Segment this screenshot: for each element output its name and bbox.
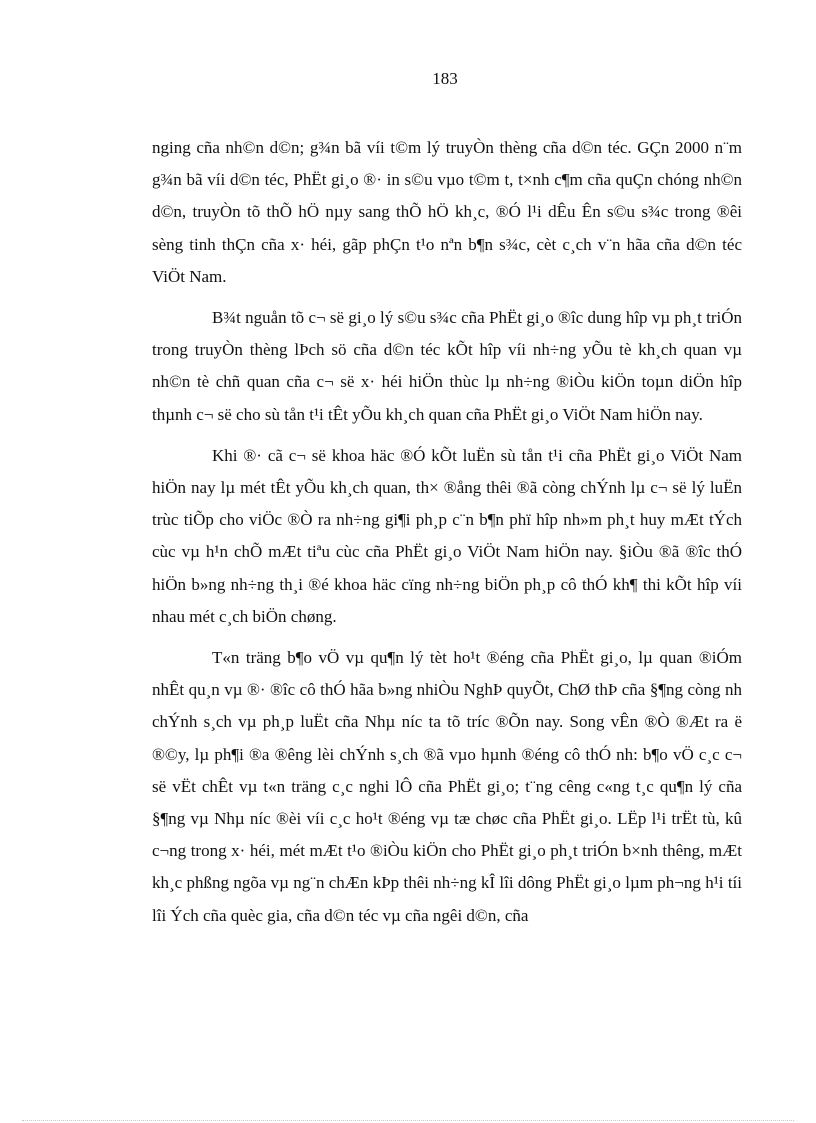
paragraph-4: T«n träng b¶o vÖ vµ qu¶n lý tèt ho¹t ®éng cña PhËt gi¸o, lµ quan ®iÓm nhÊt qu¸n vµ ®· ®îc cô thÓ hãa b»ng nhiÒu NghÞ quyÕt, ChØ thÞ cña §¶ng còng nh chÝnh s¸ch vµ ph¸p luËt cña Nhµ níc ta tõ tríc ®Õn nay. Song vÊn ®Ò ®Æt ra ë ®©y, lµ ph¶i ®a ®êng lèi chÝnh s¸ch ®ã vµo hµnh ®éng cô thÓ nh: b¶o vÖ c¸c c¬ së vËt chÊt vµ t«n träng c¸c nghi lÔ cña PhËt gi¸o; t¨ng cêng c«ng t¸c qu¶n lý cña §¶ng vµ Nhµ níc ®èi víi c¸c ho¹t ®éng vµ tæ chøc cña PhËt gi¸o. LËp l¹i trËt tù, kû c¬ng trong x· héi, mét mÆt t¹o ®iÒu kiÖn cho PhËt gi¸o ph¸t triÓn b×nh thêng, mÆt kh¸c phßng ngõa vµ ng¨n chÆn kÞp thêi nh÷ng kÎ lîi dông PhËt gi¸o lµm ph¬ng h¹i tíi lîi Ých cña quèc gia, cña d©n téc vµ cña ngêi d©n, cña — [152, 648, 742, 925]
page-bottom-divider — [22, 1120, 794, 1121]
paragraph-2: B¾t nguån tõ c¬ së gi¸o lý s©u s¾c cña PhËt gi¸o ®îc dung hîp vµ ph¸t triÓn trong truyÒn thèng lÞch sö cña d©n téc kÕt hîp víi nh÷ng yÕu tè kh¸ch quan vµ nh©n tè chñ quan cña c¬ së x· héi hiÖn thùc lµ nh÷ng ®iÒu kiÖn toµn diÖn hîp thµnh c¬ së cho sù tån t¹i tÊt yÕu kh¸ch quan cña PhËt gi¸o ViÖt Nam hiÖn nay. — [152, 308, 742, 424]
paragraph-3: Khi ®· cã c¬ së khoa häc ®Ó kÕt luËn sù tån t¹i cña PhËt gi¸o ViÖt Nam hiÖn nay lµ mét tÊt yÕu kh¸ch quan, th× ®ång thêi ®ã còng chÝnh lµ c¬ së lý luËn trùc tiÕp cho viÖc ®Ò ra nh÷ng gi¶i ph¸p c¨n b¶n phï hîp nh»m ph¸t huy mÆt tÝch cùc vµ h¹n chÕ mÆt tiªu cùc cña PhËt gi¸o ViÖt Nam hiÖn nay. §iÒu ®ã ®îc thÓ hiÖn b»ng nh÷ng th¸i ®é khoa häc cïng nh÷ng biÖn ph¸p cô thÓ kh¶ thi kÕt hîp víi nhau mét c¸ch biÖn chøng. — [152, 445, 742, 626]
body-text — [152, 132, 742, 941]
paragraph-1: nging cña nh©n d©n; g¾n bã víi t©m lý truyÒn thèng cña d©n téc. GÇn 2000 n¨m g¾n bã víi d©n téc, PhËt gi¸o ®· in s©u vµo t©m t, t×nh c¶m cña quÇn chóng nh©n d©n, truyÒn tõ thÕ hÖ nµy sang thÕ hÖ kh¸c, ®Ó l¹i dÊu Ên s©u s¾c trong ®êi sèng tinh thÇn cña x· héi, gãp phÇn t¹o nªn b¶n s¾c, cèt c¸ch v¨n hãa cña d©n téc ViÖt Nam. — [152, 138, 742, 286]
page-number: 183 — [432, 69, 458, 88]
